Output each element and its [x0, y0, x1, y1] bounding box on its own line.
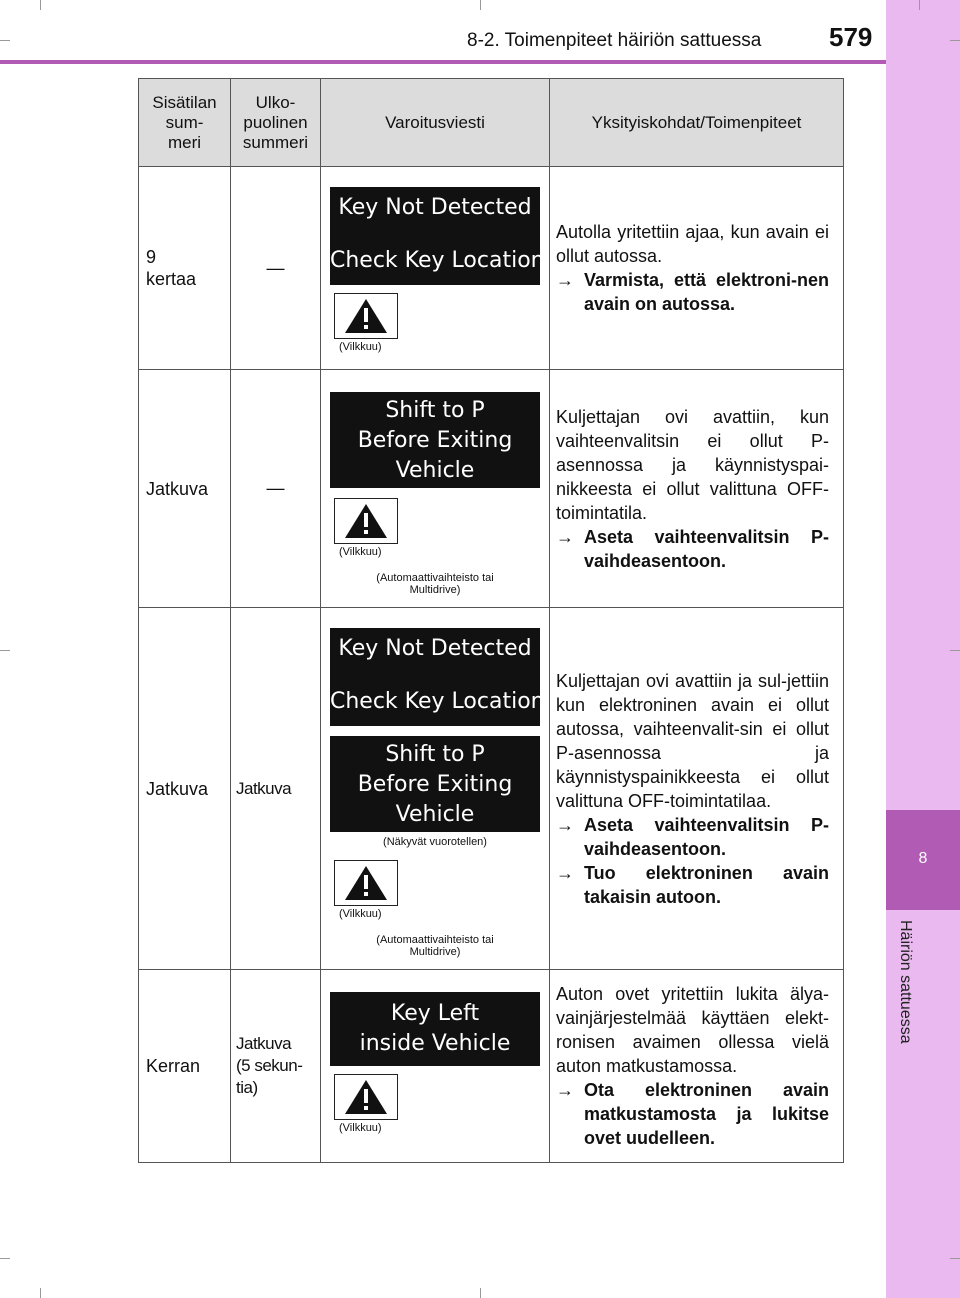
- exterior-buzzer-cell: —: [231, 167, 321, 370]
- warning-message-cell: [321, 608, 550, 970]
- details-cell: [550, 167, 844, 370]
- crop-mark: [950, 650, 960, 651]
- interior-buzzer-cell: Jatkuva: [139, 370, 231, 608]
- chapter-label-wrap: [886, 920, 922, 1090]
- col-exterior-buzzer: [231, 79, 321, 167]
- crop-mark: [40, 1288, 41, 1298]
- arrow-icon: →: [556, 1080, 574, 1100]
- crop-mark: [0, 650, 10, 651]
- cell-text: (5 sekun-: [236, 1056, 303, 1075]
- page-number: 579: [829, 22, 873, 52]
- crop-mark: [480, 1288, 481, 1298]
- note-text: (Automaattivaihteisto tai: [376, 934, 494, 946]
- cell-text: Jatkuva: [236, 1034, 292, 1053]
- crop-mark: [40, 0, 41, 10]
- col-text: summeri: [242, 132, 309, 152]
- screen-text: Shift to P: [385, 398, 485, 423]
- screen-text: Shift to P: [385, 742, 485, 767]
- col-text: Sisätilan: [152, 92, 217, 112]
- col-details: Yksityiskohdat/Toimenpiteet: [550, 79, 844, 167]
- crop-mark: [480, 0, 481, 10]
- display-screen: [330, 187, 545, 285]
- section-title: 8-2. Toimenpiteet häiriön sattuessa: [467, 30, 762, 51]
- table-row: [139, 608, 844, 970]
- col-text: meri: [167, 132, 202, 152]
- warning-table: [138, 78, 844, 1163]
- screen-text: Check Key Location: [330, 689, 545, 714]
- warning-triangle-icon: [334, 860, 398, 906]
- warning-message-cell: [321, 970, 550, 1163]
- note-text: Multidrive): [409, 946, 461, 958]
- transmission-note: [321, 572, 549, 596]
- exterior-buzzer-cell: —: [231, 370, 321, 608]
- chapter-label: Häiriön sattuessa: [897, 920, 914, 1044]
- screen-text: Vehicle: [395, 802, 475, 827]
- description: Kuljettajan ovi avattiin ja sul-jettiin kun elektroninen avain ei ollut autossa, vaihteenvalit-sin ei ollut P-asennossa ja käynnistyspainikkeesta ei ollut valittuna OFF-toimintatilaa.: [556, 670, 829, 811]
- warning-message-cell: [321, 370, 550, 608]
- note-text: Multidrive): [409, 584, 461, 596]
- display-screen: [330, 992, 540, 1066]
- crop-mark: [919, 0, 920, 10]
- action-item: [556, 861, 829, 909]
- col-text: Ulko-: [255, 92, 296, 112]
- screen-text: Check Key Location: [330, 248, 545, 273]
- cell-text: tia): [236, 1078, 258, 1097]
- side-tab: [886, 0, 960, 1298]
- details-cell: [550, 608, 844, 970]
- table-row: [139, 167, 844, 370]
- screen-text: Vehicle: [395, 458, 475, 483]
- crop-mark: [950, 40, 960, 41]
- col-interior-buzzer: [139, 79, 231, 167]
- warning-triangle-icon: [334, 293, 398, 339]
- interior-buzzer-cell: Kerran: [139, 970, 231, 1163]
- details-cell: [550, 970, 844, 1163]
- description: Kuljettajan ovi avattiin, kun vaihteenvalitsin ei ollut P-asennossa ja käynnistyspai-nikkeesta ei ollut valittuna OFF-toimintatila.: [556, 406, 829, 523]
- col-text: sum-: [165, 112, 204, 132]
- arrow-icon: →: [556, 814, 574, 835]
- arrow-icon: →: [556, 270, 574, 290]
- cell-text: kertaa: [146, 269, 197, 289]
- interior-buzzer-cell: Jatkuva: [139, 608, 231, 970]
- details-cell: [550, 370, 844, 608]
- table-row: [139, 970, 844, 1163]
- warning-triangle-icon: [334, 498, 398, 544]
- arrow-icon: →: [556, 862, 574, 883]
- table-header-row: [139, 79, 844, 167]
- screen-text: Key Not Detected: [338, 636, 532, 661]
- display-screen: [330, 736, 540, 832]
- action-text: Aseta vaihteenvalitsin P-vaihdeasentoon.: [584, 814, 829, 859]
- action-text: Tuo elektroninen avain takaisin autoon.: [584, 862, 829, 907]
- action-text: Varmista, että elektroni-nen avain on autossa.: [584, 270, 829, 314]
- action-item: [556, 525, 829, 573]
- action-item: [556, 268, 829, 316]
- table-row: [139, 370, 844, 608]
- blink-label: (Vilkkuu): [339, 908, 382, 920]
- warning-message-cell: [321, 167, 550, 370]
- display-screen: [330, 392, 540, 488]
- action-text: Aseta vaihteenvalitsin P-vaihdeasentoon.: [584, 526, 829, 571]
- exterior-buzzer-cell: Jatkuva: [231, 608, 321, 970]
- header-rule: [0, 60, 886, 64]
- blink-label: (Vilkkuu): [339, 1122, 382, 1134]
- screen-text: Key Left: [390, 1001, 480, 1026]
- description: Auton ovet yritettiin lukita älya-vainjärjestelmää käyttäen elekt-ronisen avaimen ollessa vielä auton matkustamossa.: [556, 984, 829, 1076]
- cell-text: 9: [146, 247, 157, 267]
- warning-triangle-icon: [334, 1074, 398, 1120]
- action-text: Ota elektroninen avain matkustamosta ja lukitse ovet uudelleen.: [584, 1080, 829, 1148]
- transmission-note: [321, 934, 549, 958]
- col-text: puolinen: [243, 112, 308, 132]
- chapter-number: 8: [918, 850, 928, 867]
- exterior-buzzer-cell: [231, 970, 321, 1163]
- crop-mark: [0, 1258, 10, 1259]
- alternate-note: (Näkyvät vuorotellen): [383, 836, 487, 848]
- crop-mark: [0, 40, 10, 41]
- action-item: [556, 1078, 829, 1150]
- description: Autolla yritettiin ajaa, kun avain ei ollut autossa.: [556, 222, 829, 266]
- crop-mark: [950, 1258, 960, 1259]
- blink-label: (Vilkkuu): [339, 341, 382, 353]
- arrow-icon: →: [556, 526, 574, 547]
- display-screen: [330, 628, 545, 726]
- blink-label: (Vilkkuu): [339, 546, 382, 558]
- screen-text: Key Not Detected: [338, 195, 532, 220]
- interior-buzzer-cell: [139, 167, 231, 370]
- action-item: [556, 813, 829, 861]
- col-warning-message: Varoitusviesti: [321, 79, 550, 167]
- screen-text: inside Vehicle: [359, 1031, 511, 1056]
- screen-text: Before Exiting: [357, 772, 513, 797]
- screen-text: Before Exiting: [357, 428, 513, 453]
- note-text: (Automaattivaihteisto tai: [376, 572, 494, 584]
